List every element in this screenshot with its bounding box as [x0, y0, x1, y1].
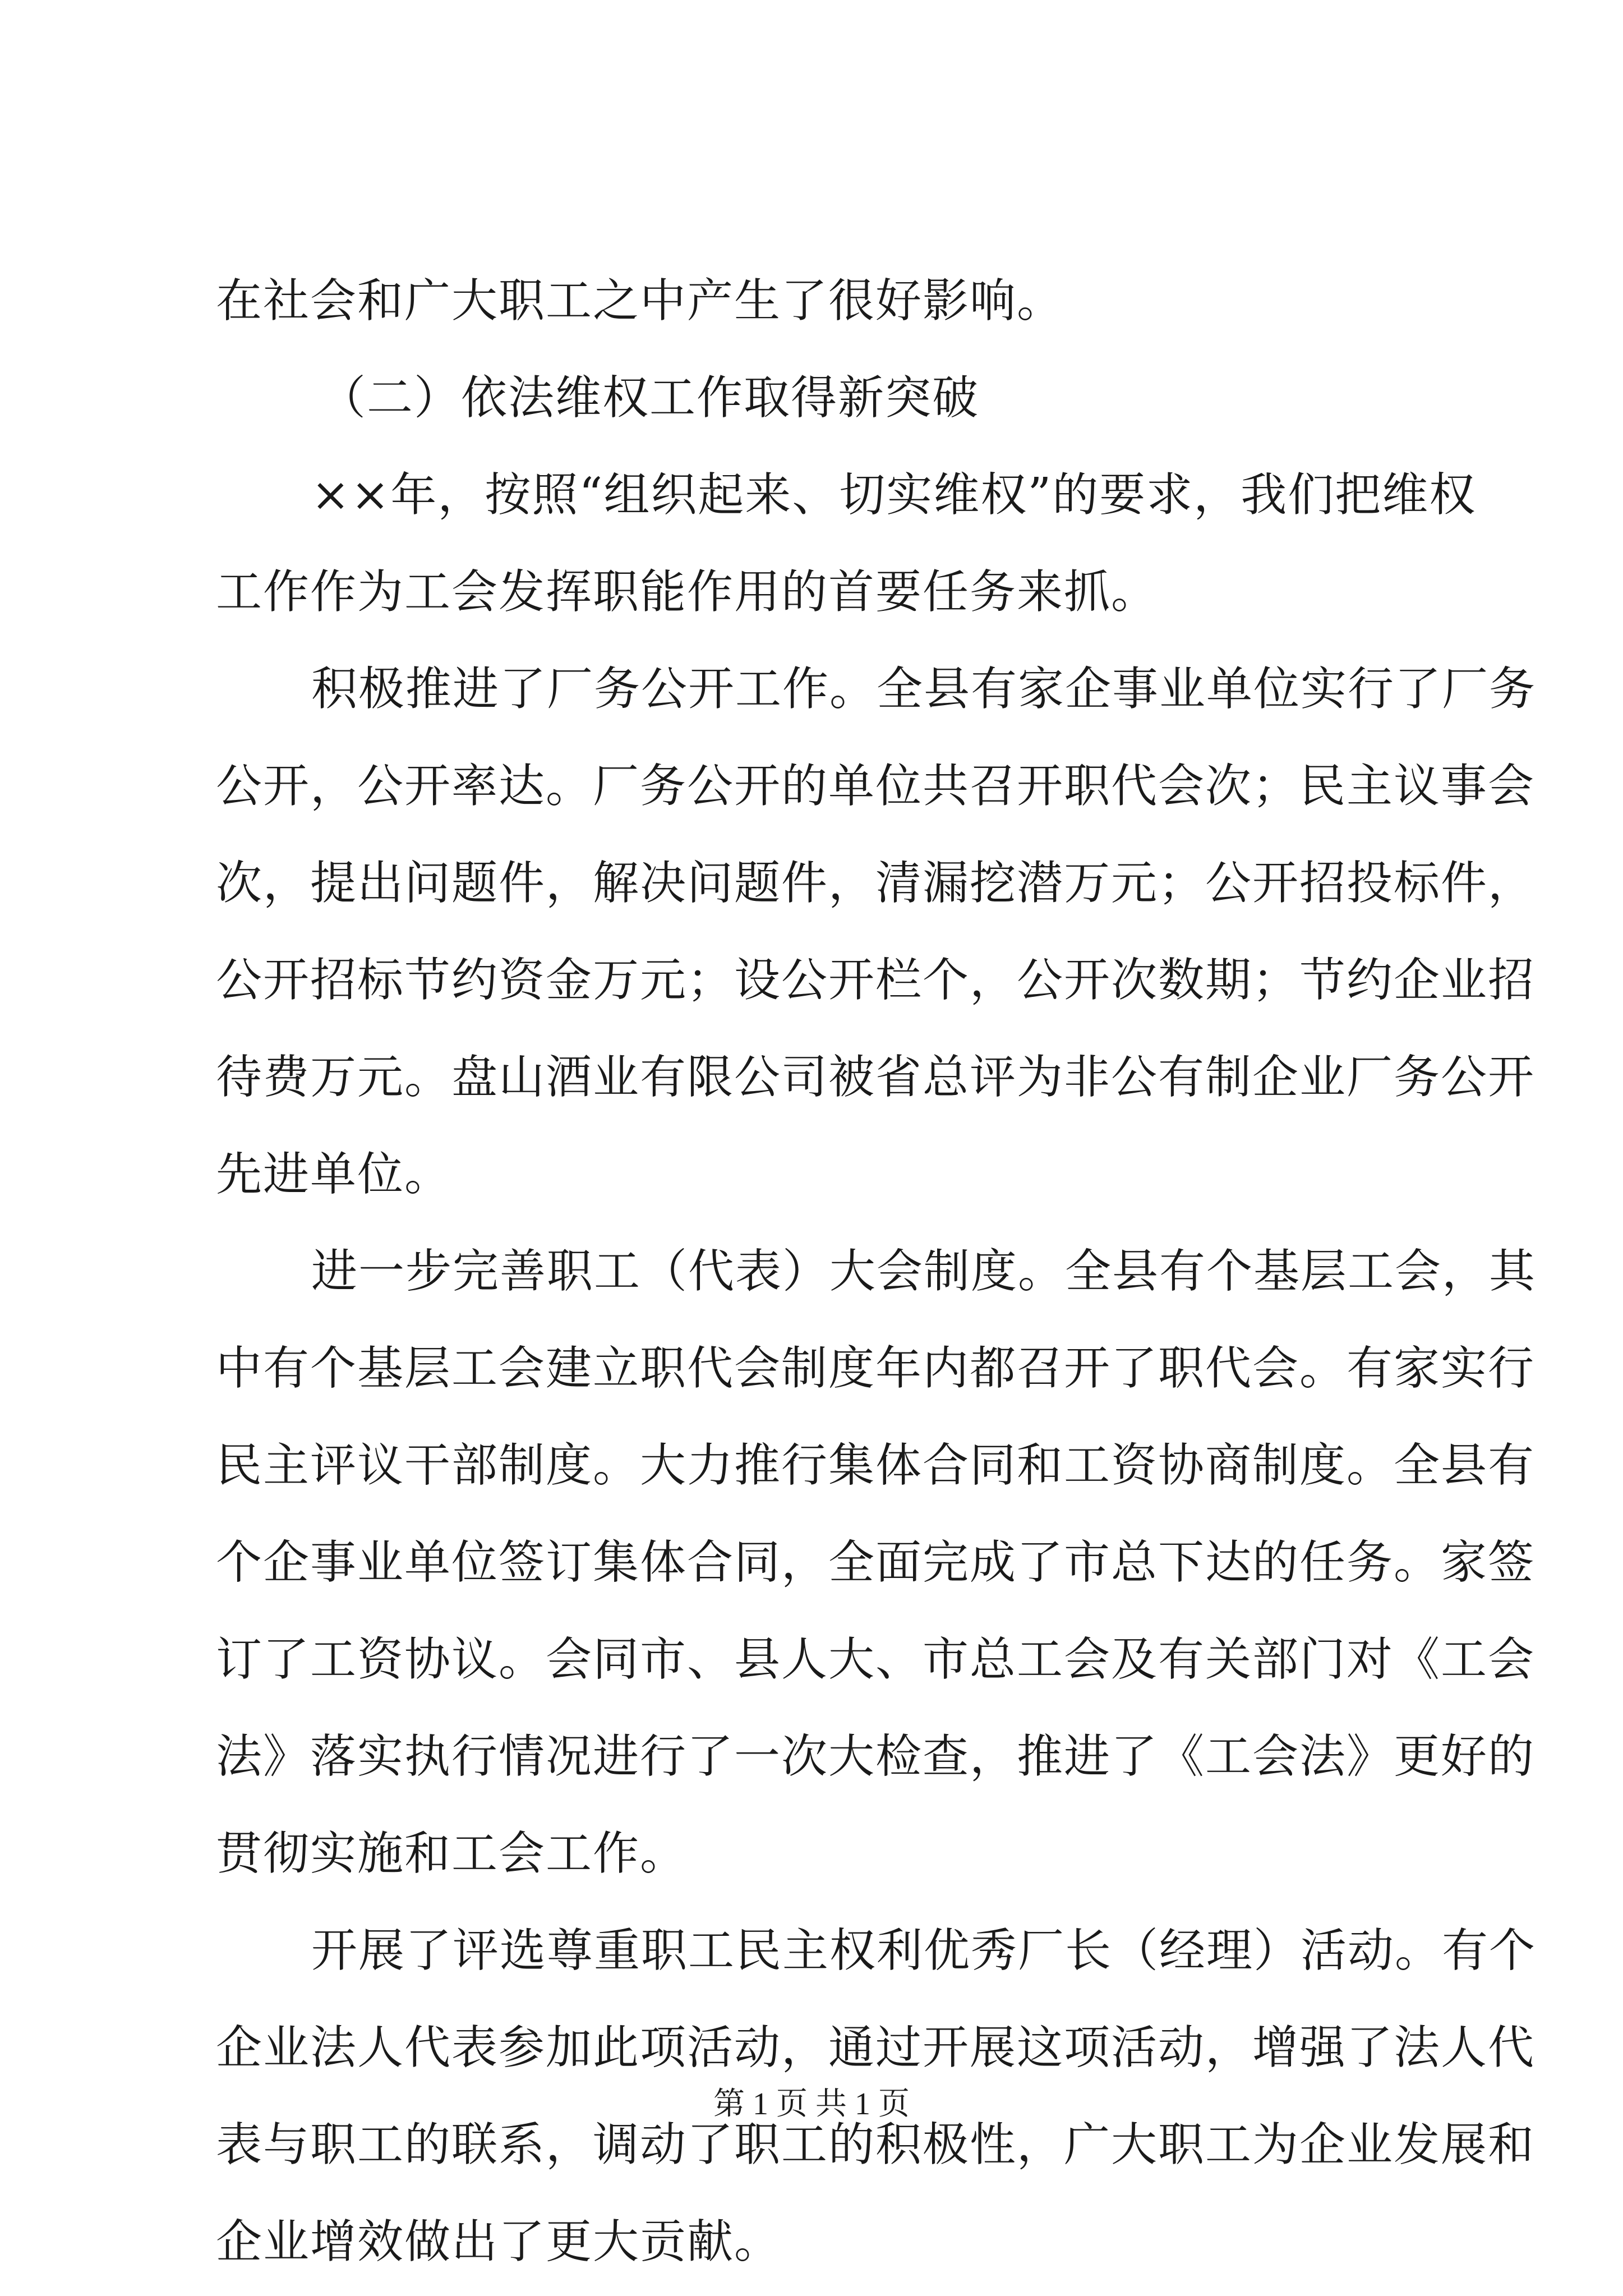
text-line: 企业增效做出了更大贡献。: [216, 2215, 782, 2269]
text-line: 进一步完善职工（代表）大会制度。全县有个基层工会，其: [311, 1245, 1537, 1298]
text-line: 企业法人代表参加此项活动，通过开展这项活动，增强了法人代: [216, 2021, 1536, 2074]
text-line: 表与职工的联系，调动了职工的积极性，广大职工为企业发展和: [216, 2118, 1536, 2171]
text-line: 个企事业单位签订集体合同，全面完成了市总下达的任务。家签: [216, 1536, 1536, 1589]
text-line: 订了工资协议。会同市、县人大、市总工会及有关部门对《工会: [216, 1633, 1536, 1686]
text-line: 民主评议干部制度。大力推行集体合同和工资协商制度。全县有: [216, 1439, 1536, 1492]
text-line: ××年，按照“组织起来、切实维权”的要求，我们把维权: [311, 468, 1477, 522]
text-line: 在社会和广大职工之中产生了很好影响。: [216, 274, 1064, 328]
text-line: 中有个基层工会建立职代会制度年内都召开了职代会。有家实行: [216, 1342, 1536, 1395]
text-line: 待费万元。盘山酒业有限公司被省总评为非公有制企业厂务公开: [216, 1051, 1536, 1104]
text-line: 次，提出问题件，解决问题件，清漏挖潜万元；公开招投标件，: [216, 857, 1536, 910]
text-line: 法》落实执行情况进行了一次大检查，推进了《工会法》更好的: [216, 1730, 1536, 1783]
text-line: 贯彻实施和工会工作。: [216, 1827, 688, 1880]
document-body: [216, 252, 1537, 2290]
text-line: 先进单位。: [216, 1148, 452, 1201]
text-line: 公开招标节约资金万元；设公开栏个，公开次数期；节约企业招: [216, 954, 1536, 1007]
text-line: 开展了评选尊重职工民主权利优秀厂长（经理）活动。有个: [311, 1924, 1537, 1977]
section-heading: （二）依法维权工作取得新突破: [320, 371, 980, 425]
text-line: 公开，公开率达。厂务公开的单位共召开职代会次；民主议事会: [216, 760, 1536, 813]
text-line: 工作作为工会发挥职能作用的首要任务来抓。: [216, 565, 1159, 619]
text-line: 积极推进了厂务公开工作。全县有家企事业单位实行了厂务: [311, 662, 1537, 716]
page-number-footer: 第 1 页 共 1 页: [713, 2087, 910, 2122]
